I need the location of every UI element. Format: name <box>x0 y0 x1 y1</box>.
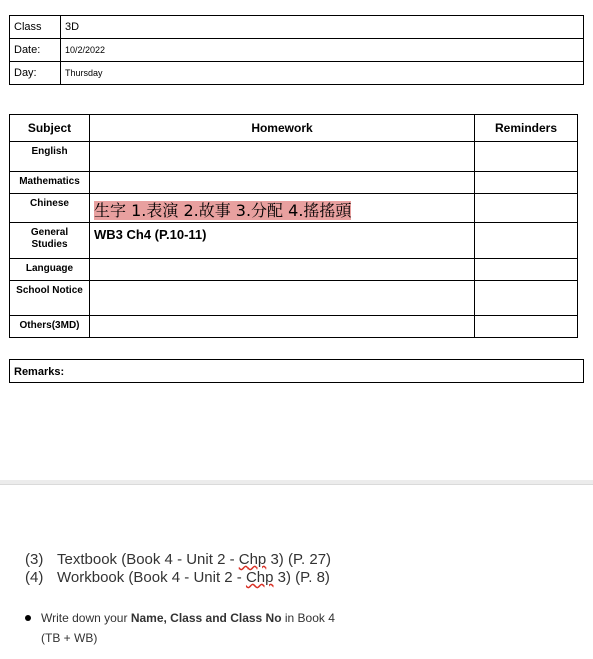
bullet-text-part: Write down your <box>41 611 131 625</box>
bullet-item <box>25 608 405 648</box>
day-row <box>10 62 584 85</box>
subject-header: Subject <box>10 115 90 142</box>
subject-cell: Others(3MD) <box>10 316 90 338</box>
bullet-text <box>41 608 405 648</box>
bullet-text-line2: (TB + WB) <box>41 631 98 645</box>
homework-cell[interactable] <box>90 316 475 338</box>
homework-header: Homework <box>90 115 475 142</box>
reminders-header: Reminders <box>475 115 578 142</box>
list-text-end: 3) (P. 8) <box>273 569 330 586</box>
list-item <box>25 551 331 569</box>
book-list <box>25 551 331 587</box>
highlighted-homework: 生字 1.表演 2.故事 3.分配 4.搖搖頭 <box>94 201 352 220</box>
reminders-cell[interactable] <box>475 223 578 259</box>
spellcheck-word[interactable]: Chp <box>245 569 274 586</box>
date-label: Date: <box>10 39 61 62</box>
reminders-cell[interactable] <box>475 316 578 338</box>
class-info-table <box>9 15 584 85</box>
table-row <box>10 223 578 259</box>
table-row <box>10 281 578 316</box>
homework-cell[interactable] <box>90 142 475 172</box>
remarks-box[interactable] <box>9 359 584 383</box>
spellcheck-word[interactable]: Chp <box>238 551 267 568</box>
day-label: Day: <box>10 62 61 85</box>
date-value[interactable]: 10/2/2022 <box>61 39 584 62</box>
class-row <box>10 16 584 39</box>
homework-cell[interactable] <box>90 172 475 194</box>
list-number: (4) <box>25 569 44 586</box>
subject-cell: School Notice <box>10 281 90 316</box>
reminders-cell[interactable] <box>475 281 578 316</box>
table-row <box>10 316 578 338</box>
homework-cell[interactable] <box>90 281 475 316</box>
remarks-label: Remarks: <box>14 366 65 378</box>
bullet-bold-text: Name, Class and Class No <box>130 611 282 625</box>
table-row <box>10 259 578 281</box>
homework-cell[interactable] <box>90 259 475 281</box>
subject-cell: Language <box>10 259 90 281</box>
reminders-cell[interactable] <box>475 259 578 281</box>
subject-cell: Chinese <box>10 194 90 223</box>
class-label: Class <box>10 16 61 39</box>
homework-cell[interactable] <box>90 194 475 223</box>
bullet-text-part: in Book 4 <box>281 611 335 625</box>
subject-cell: General Studies <box>10 223 90 259</box>
date-row <box>10 39 584 62</box>
list-text-end: 3) (P. 27) <box>266 551 332 568</box>
page-divider-line <box>0 484 593 485</box>
day-value[interactable]: Thursday <box>61 62 584 85</box>
table-row <box>10 142 578 172</box>
reminders-cell[interactable] <box>475 142 578 172</box>
bullet-dot-icon <box>25 615 31 621</box>
subject-cell: English <box>10 142 90 172</box>
list-text: Workbook (Book 4 - Unit 2 - <box>57 569 246 586</box>
header-row <box>10 115 578 142</box>
homework-table <box>9 114 578 338</box>
class-value[interactable]: 3D <box>61 16 584 39</box>
subject-cell: Mathematics <box>10 172 90 194</box>
list-number: (3) <box>25 551 44 568</box>
table-row <box>10 194 578 223</box>
table-row <box>10 172 578 194</box>
reminders-cell[interactable] <box>475 194 578 223</box>
homework-cell[interactable]: WB3 Ch4 (P.10-11) <box>90 223 475 259</box>
list-text: Textbook (Book 4 - Unit 2 - <box>57 551 239 568</box>
list-item <box>25 569 331 587</box>
reminders-cell[interactable] <box>475 172 578 194</box>
